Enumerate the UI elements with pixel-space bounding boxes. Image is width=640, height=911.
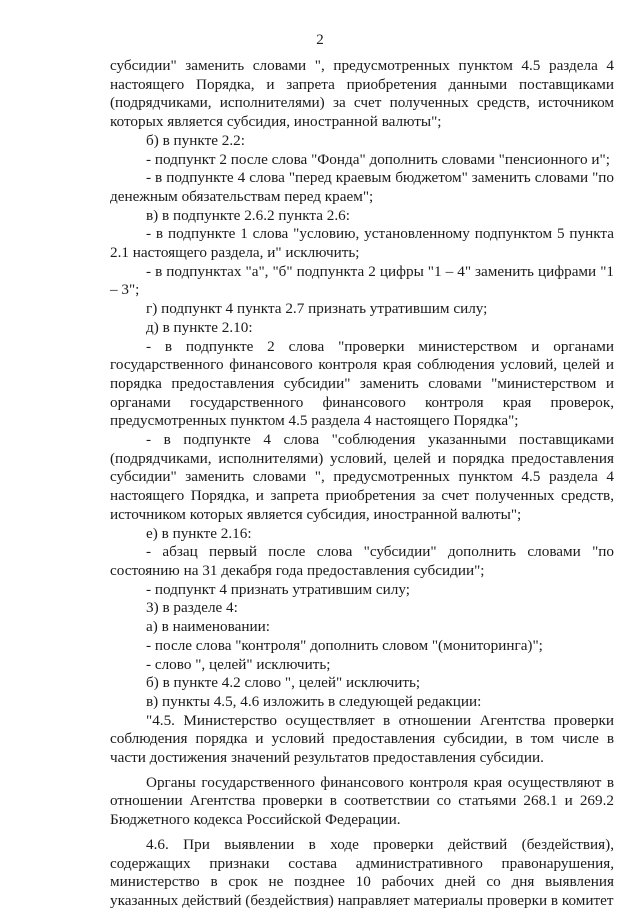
paragraph-item-v: в) пункты 4.5, 4.6 изложить в следующей редакции:	[146, 692, 482, 710]
paragraph-subitem: - слово ", целей" исключить;	[146, 655, 331, 673]
paragraph-item-b: б) в пункте 4.2 слово ", целей" исключить;	[146, 674, 421, 692]
paragraph-subitem: - абзац первый после слова "субсидии" дополнить словами "по состоянию на 31 декабря года предоставления субсидии";	[110, 543, 614, 579]
paragraph-clause-4-5: "4.5. Министерство осуществляет в отношении Агентства проверки соблюдения порядка и условий предоставления субсидии, в том числе в части достижения значений результатов предоставления субсидии.	[110, 711, 614, 767]
paragraph-subitem: - подпункт 2 после слова "Фонда" дополнить словами "пенсионного и";	[146, 150, 610, 168]
paragraph-subitem: - в подпункте 2 слова "проверки министерством и органами государственного финансового контроля края соблюдения условий, целей и порядка предоставления субсидии" заменить словами "министерством и органами государственного финансового контроля края проверок, предусмотренных пунктом 4.5 раздела 4 настоящего Порядка";	[110, 337, 614, 430]
paragraph-section-3: 3) в разделе 4:	[146, 599, 238, 617]
paragraph-item-v: в) в подпункте 2.6.2 пункта 2.6:	[146, 206, 350, 224]
paragraph-subitem: - подпункт 4 признать утратившим силу;	[146, 580, 410, 598]
paragraph-subitem: - в подпункте 1 слова "условию, установленному подпунктом 5 пункта 2.1 настоящего раздела, и" исключить;	[110, 225, 614, 262]
paragraph-subitem: - в подпункте 4 слова "перед краевым бюджетом" заменить словами "по денежным обязательствам перед краем";	[110, 169, 614, 205]
paragraph-item-e: е) в пункте 2.16:	[146, 524, 252, 542]
paragraph-clause-4-6: 4.6. При выявлении в ходе проверки действий (бездействия), содержащих признаки состава административного правонарушения, министерство в срок не позднее 10 рабочих дней со дня выявления указанных действий (бездействия) направляет материалы проверки в комитет	[110, 835, 614, 909]
paragraph-subitem: - в подпункте 4 слова "соблюдения указанными поставщиками (подрядчиками, исполнителями) условий, целей и порядка предоставления субсидии" заменить словами ", предусмотренных пунктом 4.5 раздела 4 настоящего Порядка, и запрета приобретения за счет полученных средств, источником которых является субсидия, иностранной валюты";	[110, 431, 614, 523]
paragraph-subitem: - после слова "контроля" дополнить словом "(мониторинга)";	[146, 636, 543, 654]
paragraph-item-b: б) в пункте 2.2:	[146, 131, 245, 149]
paragraph-continuation: субсидии" заменить словами ", предусмотренных пунктом 4.5 раздела 4 настоящего Порядка, и запрета приобретения данными поставщиками (подрядчиками, исполнителями) за счет полученных средств, источником которых является субсидия, иностранной валюты";	[110, 57, 614, 131]
document-body	[110, 57, 614, 911]
paragraph-clause-4-5-cont: Органы государственного финансового контроля края осуществляют в отношении Агентства проверки в соответствии со статьями 268.1 и 269.2 Бюджетного кодекса Российской Федерации.	[110, 773, 614, 829]
paragraph-item-a: а) в наименовании:	[146, 618, 270, 636]
paragraph-item-g: г) подпункт 4 пункта 2.7 признать утратившим силу;	[146, 300, 488, 318]
paragraph-subitem: - в подпунктах "а", "б" подпункта 2 цифры "1 – 4" заменить цифрами "1 – 3";	[110, 262, 614, 299]
paragraph-item-d: д) в пункте 2.10:	[146, 318, 253, 336]
page-number: 2	[316, 32, 324, 48]
